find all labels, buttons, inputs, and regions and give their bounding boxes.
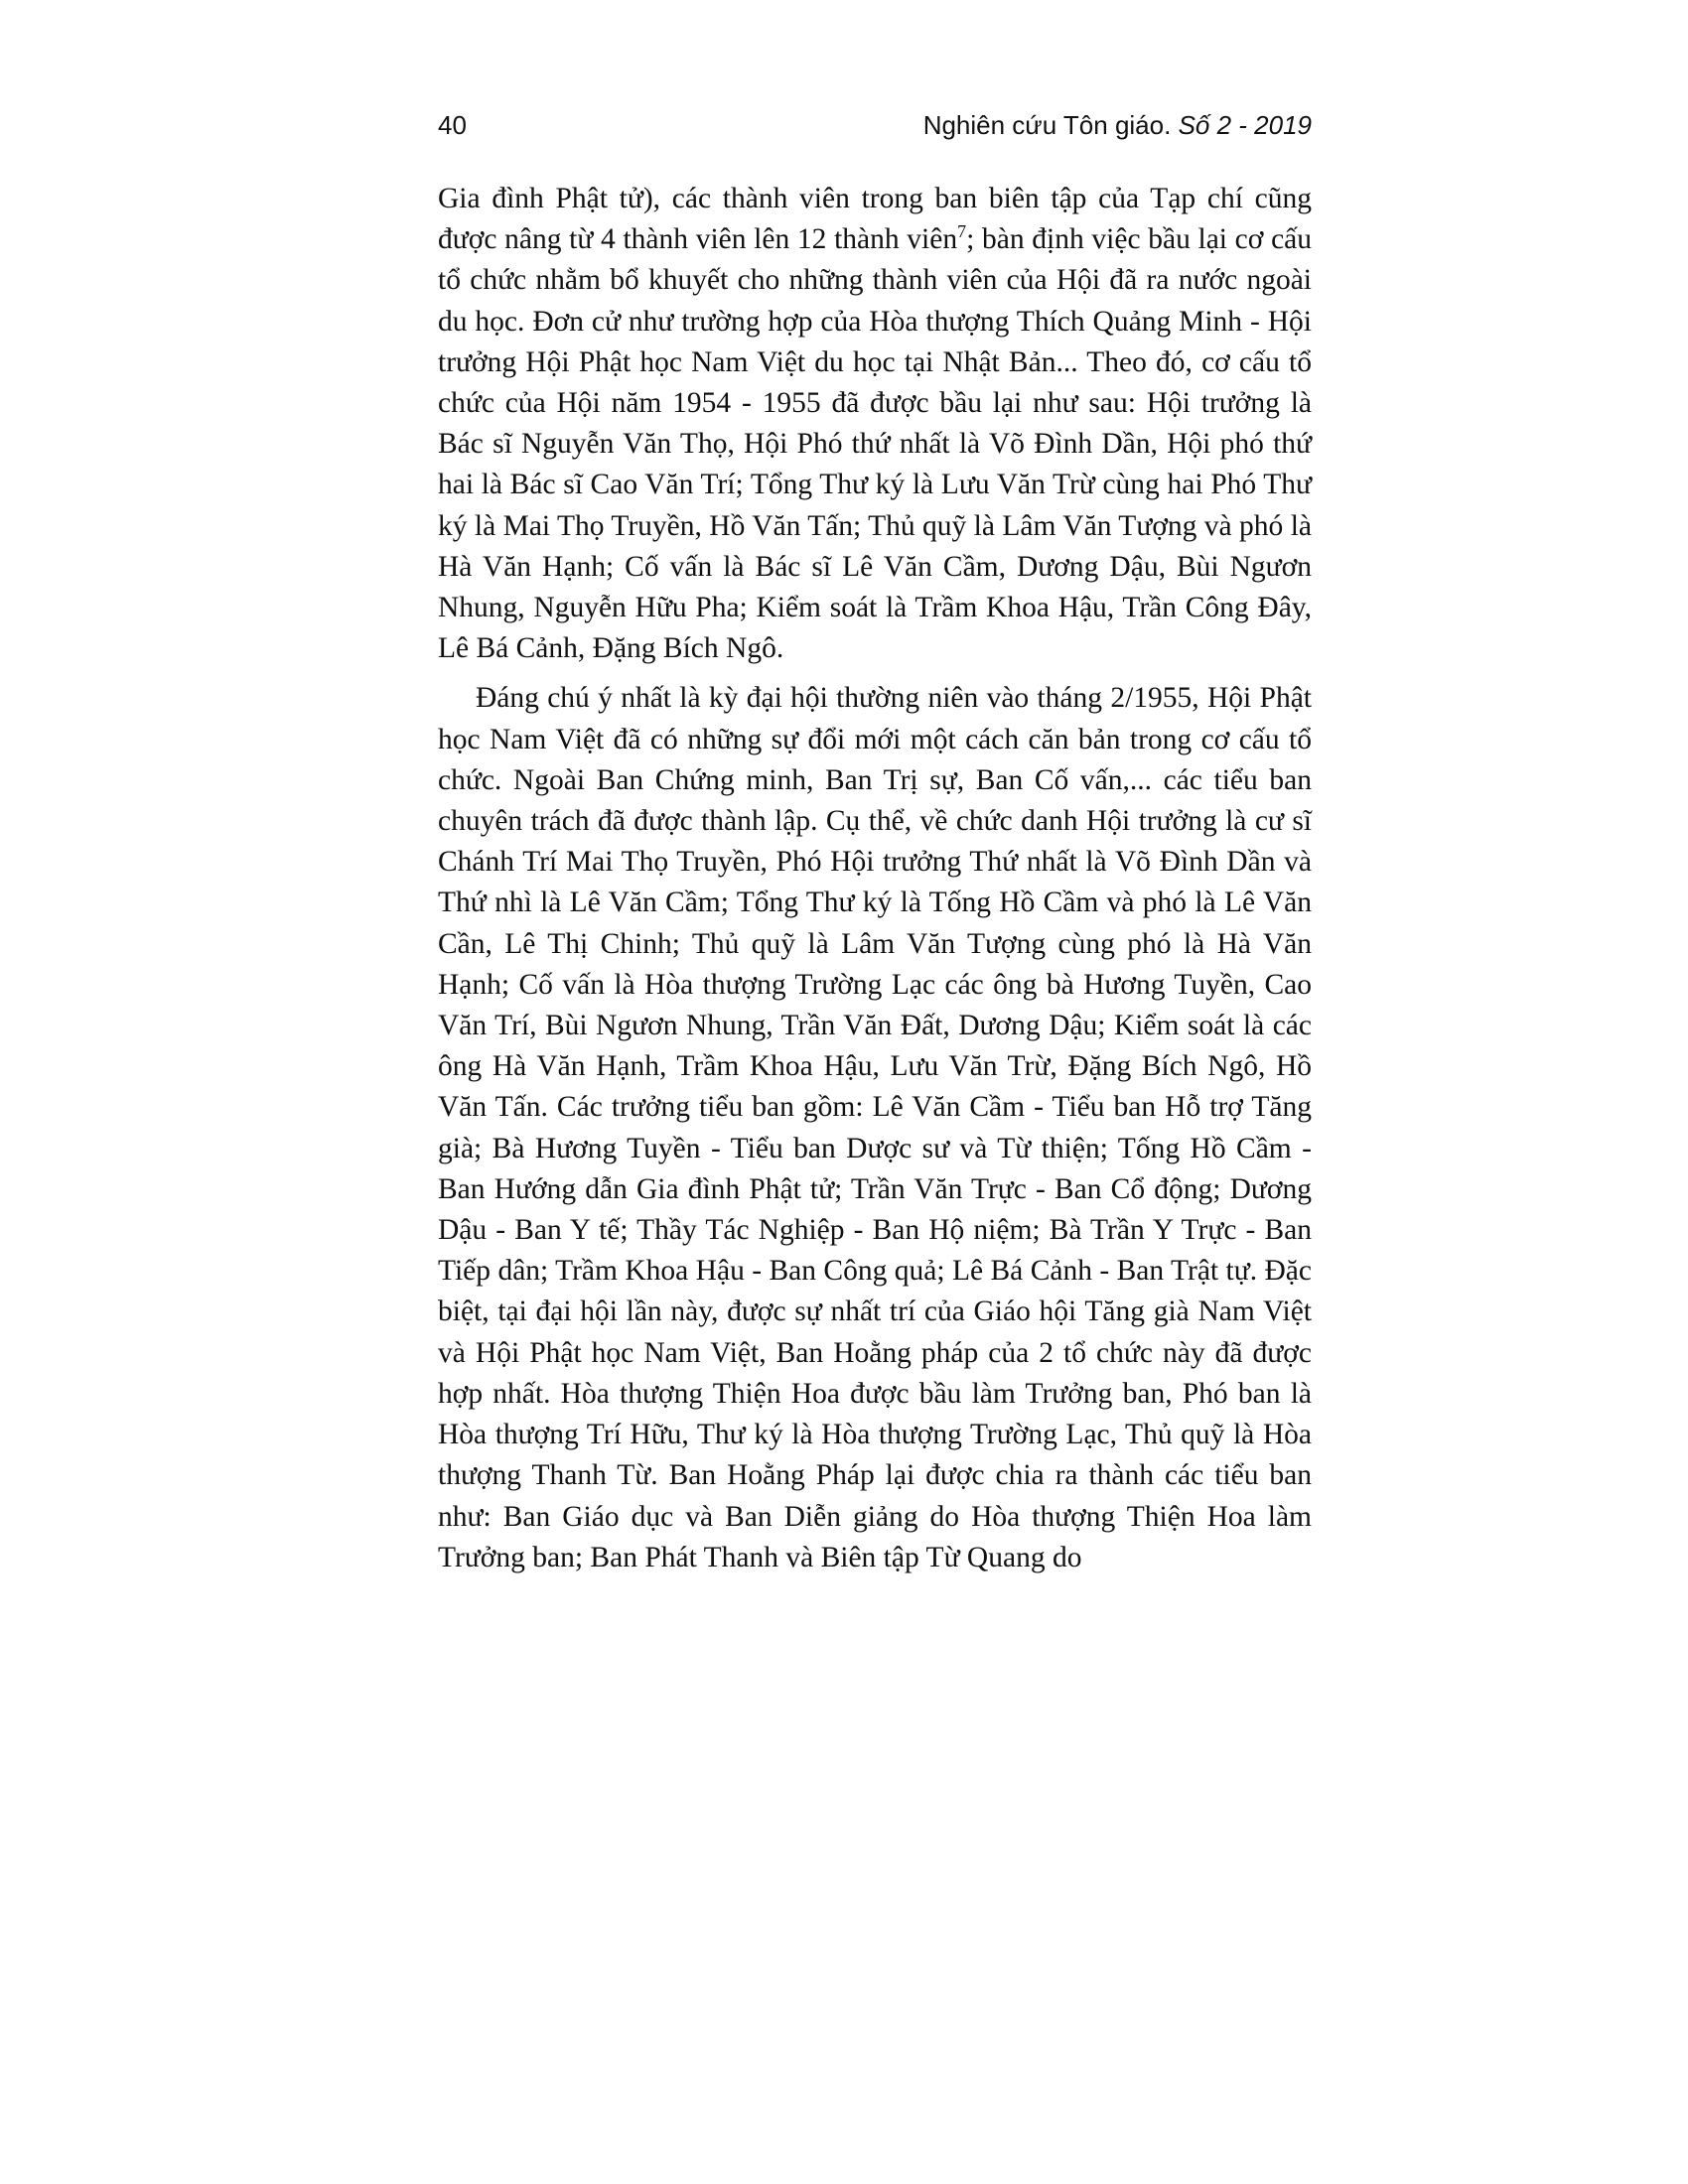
paragraph-text: ; bàn định việc bầu lại cơ cấu tổ chức nhằm bổ khuyết cho những thành viên của Hội đã ra nước ngoài du học. Đơn cử như trường hợp của Hòa thượng Thích Quảng Minh - Hội trưởng Hội Phật học Nam Việt du học tại Nhật Bản... Theo đó, cơ cấu tổ chức của Hội năm 1954 - 1955 đã được bầu lại như sau: Hội trưởng là Bác sĩ Nguyễn Văn Thọ, Hội Phó thứ nhất là Võ Đình Dần, Hội phó thứ hai là Bác sĩ Cao Văn Trí; Tổng Thư ký là Lưu Văn Trừ cùng hai Phó Thư ký là Mai Thọ Truyền, Hồ Văn Tấn; Thủ quỹ là Lâm Văn Tượng và phó là Hà Văn Hạnh; Cố vấn là Bác sĩ Lê Văn Cầm, Dương Dậu, Bùi Ngươn Nhung, Nguyễn Hữu Pha; Kiểm soát là Trầm Khoa Hậu, Trần Công Đây, Lê Bá Cảnh, Đặng Bích Ngô. bbox=[438, 223, 1312, 665]
page-number: 40 bbox=[438, 110, 467, 140]
paragraph-text: Gia đình Phật tử), các thành viên trong ban biên tập của Tạp chí cũng được nâng từ 4 thành viên lên 12 thành viên bbox=[438, 183, 1312, 256]
footnote-reference[interactable]: 7 bbox=[957, 221, 967, 242]
paragraph: Đáng chú ý nhất là kỳ đại hội thường niên vào tháng 2/1955, Hội Phật học Nam Việt đã có những sự đổi mới một cách căn bản trong cơ cấu tổ chức. Ngoài Ban Chứng minh, Ban Trị sự, Ban Cố vấn,... các tiểu ban chuyên trách đã được thành lập. Cụ thể, về chức danh Hội trưởng là cư sĩ Chánh Trí Mai Thọ Truyền, Phó Hội trưởng Thứ nhất là Võ Đình Dần và Thứ nhì là Lê Văn Cầm; Tổng Thư ký là Tống Hồ Cầm và phó là Lê Văn Cần, Lê Thị Chinh; Thủ quỹ là Lâm Văn Tượng cùng phó là Hà Văn Hạnh; Cố vấn là Hòa thượng Trường Lạc các ông bà Hương Tuyền, Cao Văn Trí, Bùi Ngươn Nhung, Trần Văn Đất, Dương Dậu; Kiểm soát là các ông Hà Văn Hạnh, Trầm Khoa Hậu, Lưu Văn Trừ, Đặng Bích Ngô, Hồ Văn Tấn. Các trưởng tiểu ban gồm: Lê Văn Cầm - Tiểu ban Hỗ trợ Tăng già; Bà Hương Tuyền - Tiểu ban Dược sư và Từ thiện; Tống Hồ Cầm - Ban Hướng dẫn Gia đình Phật tử; Trần Văn Trực - Ban Cổ động; Dương Dậu - Ban Y tế; Thầy Tác Nghiệp - Ban Hộ niệm; Bà Trần Y Trực - Ban Tiếp dân; Trầm Khoa Hậu - Ban Công quả; Lê Bá Cảnh - Ban Trật tự. Đặc biệt, tại đại hội lần này, được sự nhất trí của Giáo hội Tăng già Nam Việt và Hội Phật học Nam Việt, Ban Hoằng pháp của 2 tổ chức này đã được hợp nhất. Hòa thượng Thiện Hoa được bầu làm Trưởng ban, Phó ban là Hòa thượng Trí Hữu, Thư ký là Hòa thượng Trường Lạc, Thủ quỹ là Hòa thượng Thanh Từ. Ban Hoằng Pháp lại được chia ra thành các tiểu ban như: Ban Giáo dục và Ban Diễn giảng do Hòa thượng Thiện Hoa làm Trưởng ban; Ban Phát Thanh và Biên tập Từ Quang do bbox=[438, 682, 1312, 1573]
page-header bbox=[438, 105, 1312, 145]
issue-number: Số 2 - 2019 bbox=[1178, 110, 1312, 140]
paragraph bbox=[438, 179, 1312, 669]
running-title bbox=[923, 105, 1312, 145]
journal-title: Nghiên cứu Tôn giáo. bbox=[922, 110, 1172, 140]
article-body bbox=[438, 179, 1312, 1578]
